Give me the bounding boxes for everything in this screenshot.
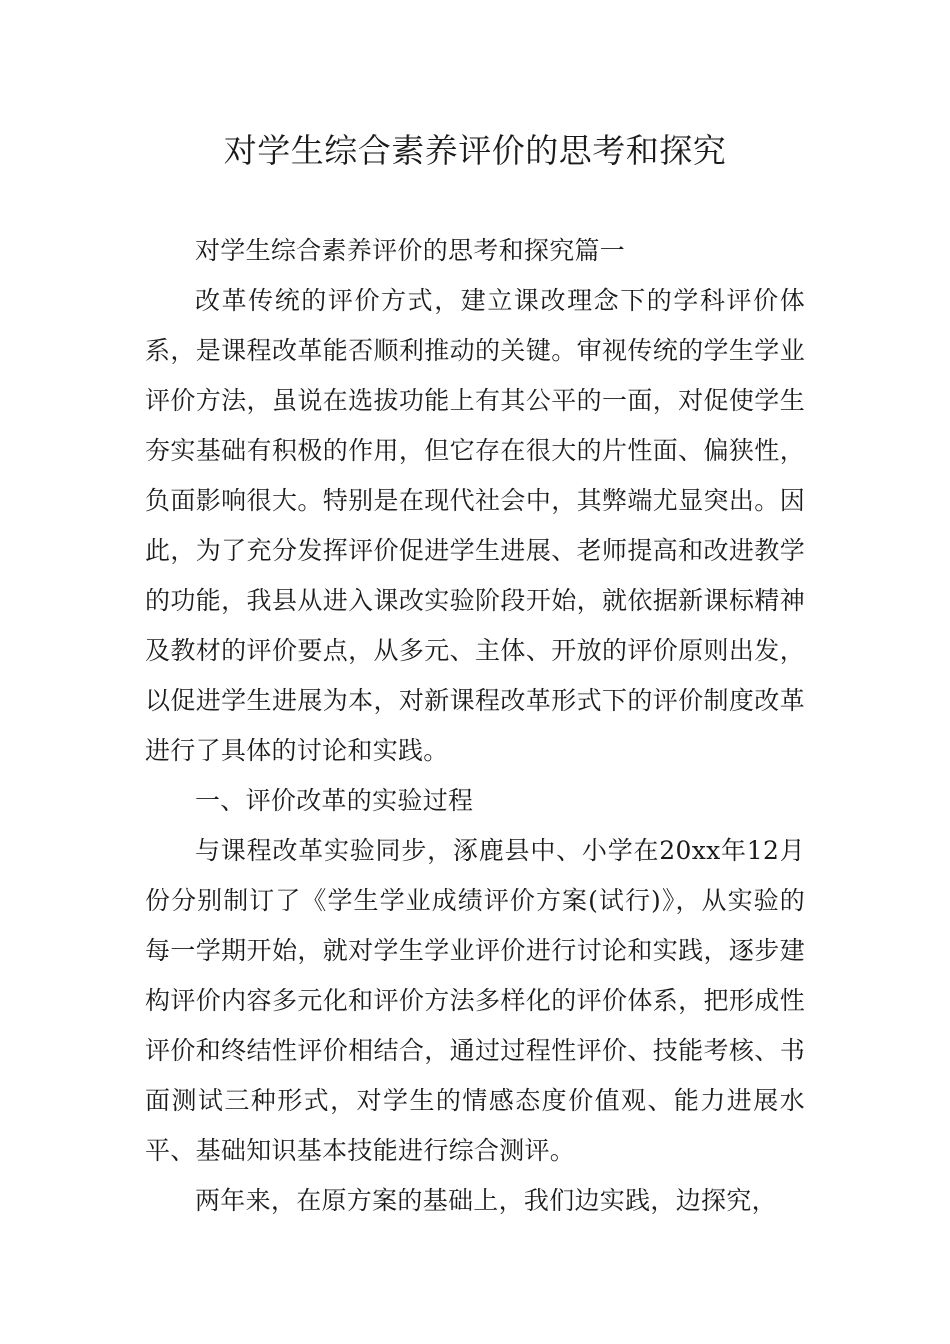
document-body bbox=[145, 226, 805, 1226]
subsection-heading: 一、评价改革的实验过程 bbox=[195, 786, 474, 815]
paragraph: 与课程改革实验同步，涿鹿县中、小学在20xx年12月份分别制订了《学生学业成绩评价方案(试行)》，从实验的每一学期开始，就对学生学业评价进行讨论和实践，逐步建构评价内容多元化和评价方法多样化的评价体系，把形成性评价和终结性评价相结合，通过过程性评价、技能考核、书面测试三种形式，对学生的情感态度价值观、能力进展水平、基础知识基本技能进行综合测评。 bbox=[145, 836, 805, 1165]
section-heading: 对学生综合素养评价的思考和探究篇一 bbox=[195, 236, 626, 265]
paragraph: 改革传统的评价方式，建立课改理念下的学科评价体系，是课程改革能否顺利推动的关键。审视传统的学生学业评价方法，虽说在选拔功能上有其公平的一面，对促使学生夯实基础有积极的作用，但它存在很大的片性面、偏狭性，负面影响很大。特别是在现代社会中，其弊端尤显突出。因此，为了充分发挥评价促进学生进展、老师提高和改进教学的功能，我县从进入课改实验阶段开始，就依据新课标精神及教材的评价要点，从多元、主体、开放的评价原则出发，以促进学生进展为本，对新课程改革形式下的评价制度改革进行了具体的讨论和实践。 bbox=[145, 286, 805, 765]
document-title: 对学生综合素养评价的思考和探究 bbox=[223, 131, 727, 170]
paragraph: 两年来，在原方案的基础上，我们边实践，边探究， bbox=[195, 1186, 777, 1215]
